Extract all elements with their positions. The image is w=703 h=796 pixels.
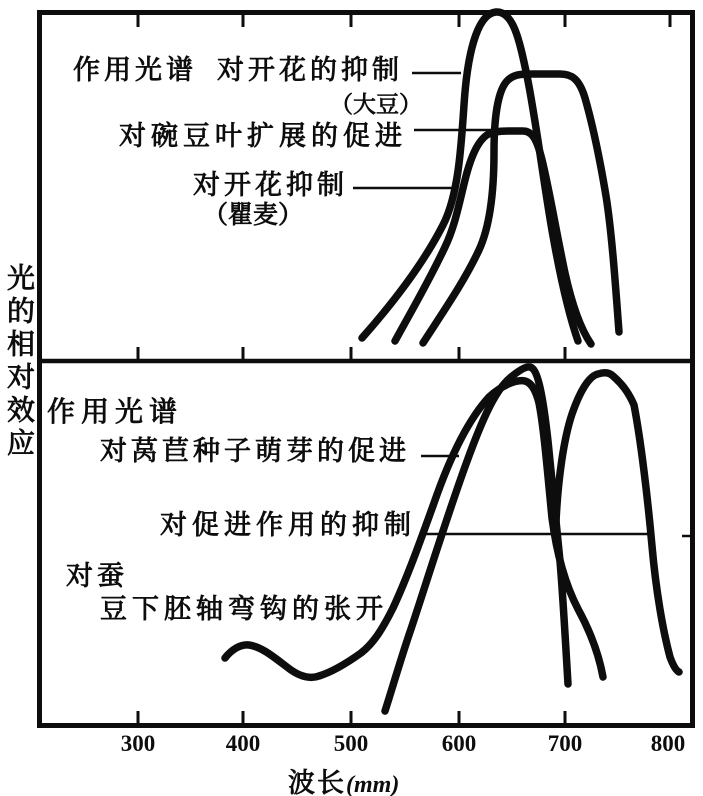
label-pea-promotion: 对碗豆叶扩展的促进: [119, 121, 407, 151]
x-tick-label-600: 600: [441, 731, 477, 756]
curve-far-red-inhibition: [556, 373, 679, 672]
bottom-panel-title: 作用光谱: [47, 396, 184, 427]
x-ticks-top: [138, 15, 670, 27]
x-axis-unit: (mm): [346, 772, 400, 796]
label-promotion-inhibition: 对促进作用的抑制: [160, 510, 416, 540]
x-ticks-divider: [138, 347, 565, 359]
y-axis-label: 光的相对效应: [4, 263, 35, 461]
label-lettuce-promotion: 对莴苣种子萌芽的促进: [100, 436, 410, 466]
x-axis-title-text: 波长: [288, 768, 346, 796]
x-tick-label-500: 500: [333, 731, 369, 756]
label-bean-line2: 豆下胚轴弯钩的张开: [100, 594, 388, 624]
label-soybean-sub: （大豆）: [330, 91, 422, 117]
label-bean-line1: 对蚕: [66, 561, 128, 591]
x-ticks-bottom: [138, 711, 565, 723]
label-soybean-inhibition: 对开花的抑制: [217, 55, 403, 85]
x-axis-title: [288, 761, 399, 796]
top-panel-title: 作用光谱: [73, 55, 197, 85]
label-qumai-sub: （瞿麦）: [203, 201, 304, 229]
x-tick-label-700: 700: [547, 731, 583, 756]
label-qumai-inhibition: 对开花抑制: [193, 170, 348, 200]
x-tick-label-400: 400: [225, 731, 261, 756]
x-tick-label-800: 800: [650, 731, 686, 756]
x-tick-label-300: 300: [120, 731, 156, 756]
top-panel-title-row: [73, 56, 403, 84]
